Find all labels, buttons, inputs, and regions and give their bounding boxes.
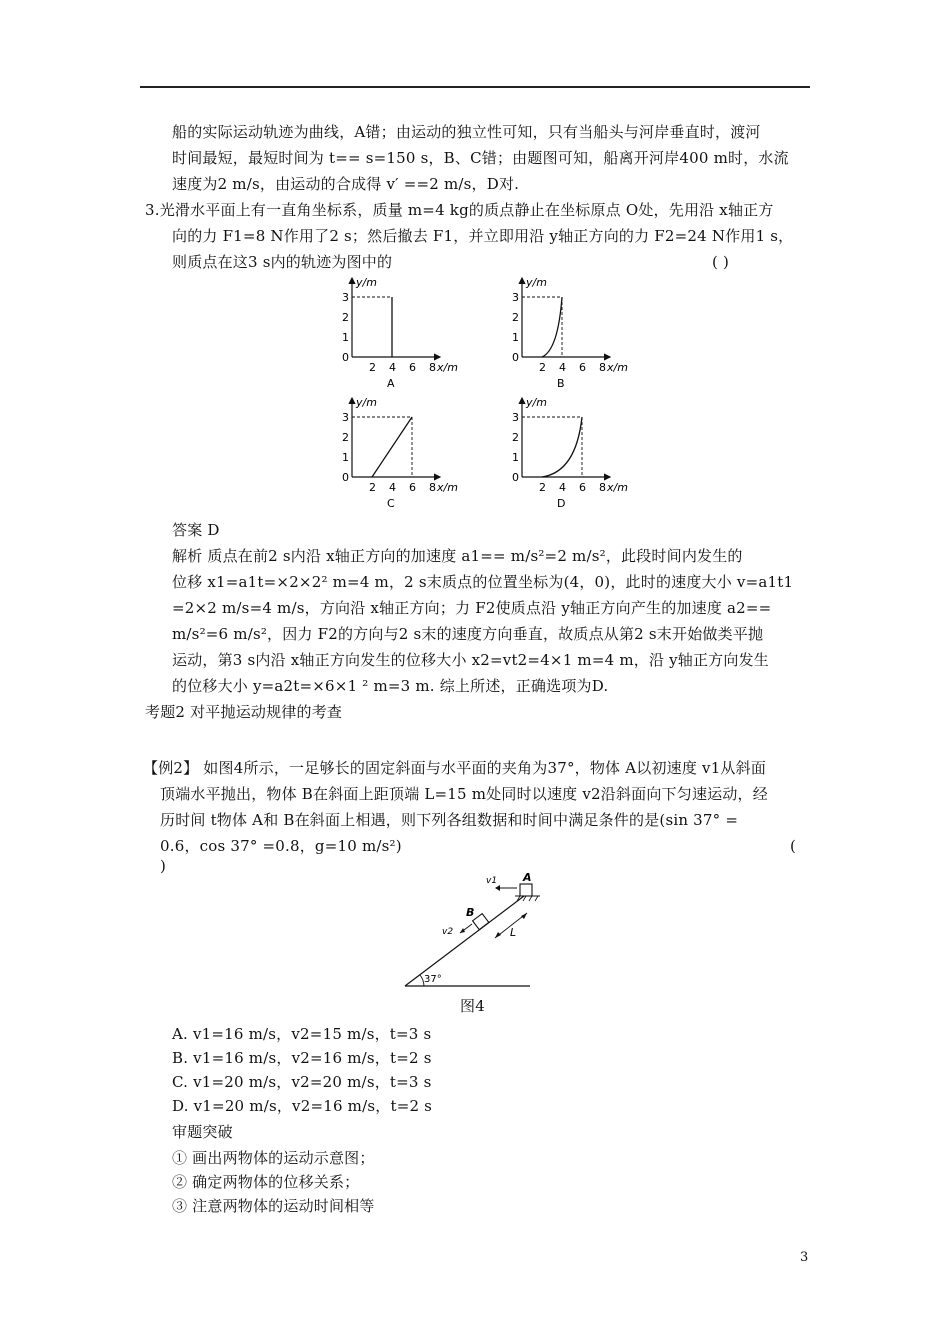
graph-a-xtick-2: 2 — [369, 361, 376, 374]
graph-c-ytick-1: 1 — [342, 451, 349, 464]
graph-d-ytick-3: 3 — [512, 411, 519, 424]
graph-d-ytick-2: 2 — [512, 431, 519, 444]
top-line-1: 船的实际运动轨迹为曲线，A错；由运动的独立性可知，只有当船头与河岸垂直时，渡河 — [172, 123, 761, 141]
analysis-line-5: 运动，第3 s内沿 x轴正方向发生的位移大小 x2=vt2=4×1 m=4 m，沿 y轴正方向发生 — [172, 651, 769, 669]
step-2: ② 确定两物体的位移关系； — [172, 1173, 360, 1191]
header-rule — [140, 86, 810, 88]
step-3: ③ 注意两物体的运动时间相等 — [172, 1197, 375, 1215]
graph-c-ytick-3: 3 — [342, 411, 349, 424]
graph-c-xtick-6: 6 — [409, 481, 416, 494]
option-d: D. v1=20 m/s，v2=16 m/s，t=2 s — [172, 1097, 433, 1115]
label-v1: v1 — [486, 876, 498, 886]
graph-a-ytick-1: 1 — [342, 331, 349, 344]
page-number: 3 — [800, 1250, 809, 1265]
graph-d-xtick-8: 8 — [599, 481, 606, 494]
graph-c-xlabel: x/m — [437, 481, 458, 494]
graph-c — [342, 396, 458, 510]
graph-c-ytick-0: 0 — [342, 471, 349, 484]
option-b: B. v1=16 m/s，v2=16 m/s，t=2 s — [172, 1049, 432, 1067]
topic-2-heading: 考题2 对平抛运动规律的考查 — [145, 703, 343, 721]
graph-b-ytick-1: 1 — [512, 331, 519, 344]
top-line-2: 时间最短，最短时间为 t== s=150 s，B、C错；由题图可知，船离开河岸400 m时，水流 — [172, 149, 789, 167]
graph-a-ytick-0: 0 — [342, 351, 349, 364]
option-a: A. v1=16 m/s，v2=15 m/s，t=3 s — [172, 1025, 432, 1043]
graph-c-path — [372, 417, 412, 477]
example2-line-4: 0.6，cos 37° =0.8，g=10 m/s²) — [160, 837, 402, 855]
step-1: ① 画出两物体的运动示意图； — [172, 1149, 375, 1167]
graph-d — [512, 396, 628, 510]
q3-line-1: 3.光滑水平面上有一直角坐标系，质量 m=4 kg的质点静止在坐标原点 O处，先用沿 x轴正方 — [145, 201, 774, 219]
q3-line-2: 向的力 F1=8 N作用了2 s；然后撤去 F1，并立即用沿 y轴正方向的力 F2=24 N作用1 s， — [172, 227, 794, 245]
graph-c-label: C — [387, 497, 395, 510]
graph-a-ytick-3: 3 — [342, 291, 349, 304]
graph-d-ylabel: y/m — [526, 396, 547, 409]
graph-b-xtick-8: 8 — [599, 361, 606, 374]
example2-paren-open: ( — [790, 837, 797, 855]
block-b — [473, 914, 489, 930]
answer: 答案 D — [172, 521, 220, 539]
graph-b-xtick-6: 6 — [579, 361, 586, 374]
graph-a-ytick-2: 2 — [342, 311, 349, 324]
q3-line-3: 则质点在这3 s内的轨迹为图中的 — [172, 253, 393, 271]
label-b: B — [466, 906, 475, 919]
graph-b-ytick-3: 3 — [512, 291, 519, 304]
q3-graphs — [320, 270, 640, 520]
figure-4-caption: 图4 — [460, 997, 485, 1015]
graph-b-ytick-0: 0 — [512, 351, 519, 364]
graph-d-ytick-1: 1 — [512, 451, 519, 464]
example2-line-1: 【例2】 如图4所示，一足够长的固定斜面与水平面的夹角为37°，物体 A以初速度 v1从斜面 — [143, 759, 767, 777]
graph-c-xtick-2: 2 — [369, 481, 376, 494]
graph-d-xlabel: x/m — [607, 481, 628, 494]
graph-c-xtick-8: 8 — [429, 481, 436, 494]
graph-a-label: A — [387, 377, 395, 390]
graph-b-ylabel: y/m — [526, 276, 547, 289]
angle-label: 37° — [424, 974, 442, 985]
block-a — [520, 884, 532, 896]
graph-b-ytick-2: 2 — [512, 311, 519, 324]
graph-d-xtick-4: 4 — [559, 481, 566, 494]
graph-b-xlabel: x/m — [607, 361, 628, 374]
analysis-line-6: 的位移大小 y=a2t=×6×1 ² m=3 m. 综上所述，正确选项为D. — [172, 677, 609, 695]
graph-d-xtick-6: 6 — [579, 481, 586, 494]
graph-d-xtick-2: 2 — [539, 481, 546, 494]
graph-a-xtick-8: 8 — [429, 361, 436, 374]
breakthrough-title: 审题突破 — [172, 1123, 233, 1141]
analysis-line-2: 位移 x1=a1t=×2×2² m=4 m，2 s末质点的位置坐标为(4，0)，此时的速度大小 v=a1t1 — [172, 573, 794, 591]
graph-b-xtick-2: 2 — [539, 361, 546, 374]
figure-4 — [400, 870, 550, 995]
graph-d-ytick-0: 0 — [512, 471, 519, 484]
graph-b-xtick-4: 4 — [559, 361, 566, 374]
graph-c-ytick-2: 2 — [342, 431, 349, 444]
example2-line-2: 顶端水平抛出，物体 B在斜面上距顶端 L=15 m处同时以速度 v2沿斜面向下匀速运动，经 — [160, 785, 768, 803]
label-l: L — [510, 926, 517, 939]
label-a: A — [523, 871, 532, 884]
figure-4-svg — [400, 870, 550, 995]
graph-b — [512, 276, 628, 390]
graph-a-xlabel: x/m — [437, 361, 458, 374]
q3-graphs-svg — [320, 270, 640, 520]
q3-answer-paren: ( ) — [712, 253, 730, 271]
graph-a-xtick-4: 4 — [389, 361, 396, 374]
graph-b-path — [542, 297, 562, 357]
analysis-line-1: 解析 质点在前2 s内沿 x轴正方向的加速度 a1== m/s²=2 m/s²，此段时间内发生的 — [172, 547, 743, 565]
analysis-line-4: m/s²=6 m/s²，因力 F2的方向与2 s末的速度方向垂直，故质点从第2 s末开始做类平抛 — [172, 625, 764, 643]
graph-a — [342, 276, 458, 390]
analysis-line-3: =2×2 m/s=4 m/s，方向沿 x轴正方向；力 F2使质点沿 y轴正方向产生的加速度 a2== — [172, 599, 772, 617]
graph-d-path — [542, 417, 582, 477]
graph-b-label: B — [557, 377, 565, 390]
graph-d-label: D — [557, 497, 566, 510]
graph-c-ylabel: y/m — [356, 396, 377, 409]
label-v2: v2 — [442, 927, 454, 937]
top-line-3: 速度为2 m/s，由运动的合成得 v′ ==2 m/s，D对. — [172, 175, 520, 193]
graph-c-xtick-4: 4 — [389, 481, 396, 494]
graph-a-xtick-6: 6 — [409, 361, 416, 374]
graph-a-ylabel: y/m — [356, 276, 377, 289]
option-c: C. v1=20 m/s，v2=20 m/s，t=3 s — [172, 1073, 432, 1091]
example2-line-3: 历时间 t物体 A和 B在斜面上相遇，则下列各组数据和时间中满足条件的是(sin 37° = — [160, 811, 739, 829]
example2-paren-close: ) — [160, 857, 167, 875]
